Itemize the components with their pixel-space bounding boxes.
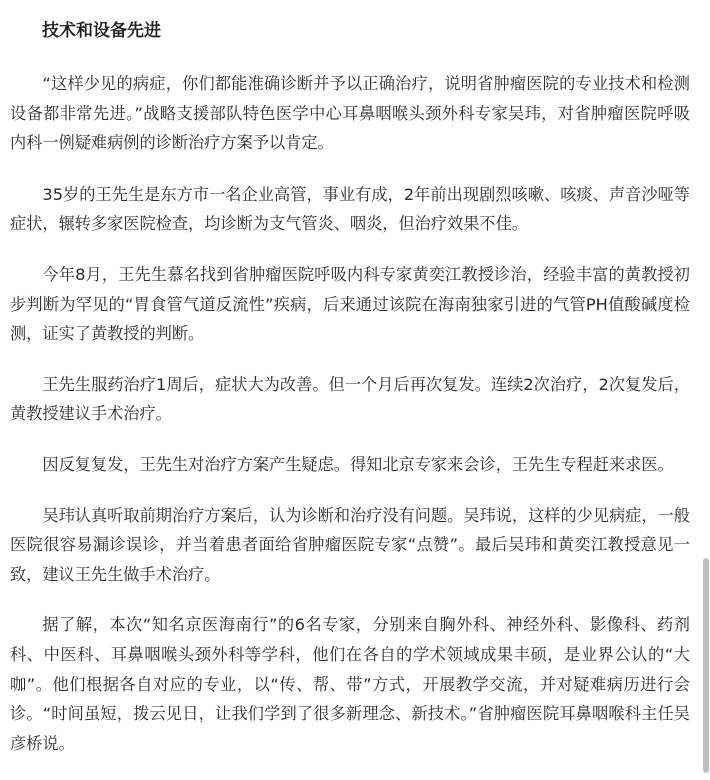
article-body	[10, 0, 690, 758]
section-heading: 技术和设备先进	[42, 21, 161, 41]
paragraph-expert-praise: “这样少见的病症，你们都能准确诊断并予以正确治疗，说明省肿瘤医院的专业技术和检测设备都非常先进。”战略支援部队特色医学中心耳鼻咽喉头颈外科专家吴玮，对省肿瘤医院呼吸内科一例疑难病例的诊断治疗方案予以肯定。	[10, 74, 690, 153]
vertical-scrollbar[interactable]	[702, 0, 710, 780]
paragraph-treatment-relapse: 王先生服药治疗1周后，症状大为改善。但一个月后再次复发。连续2次治疗，2次复发后，黄教授建议手术治疗。	[10, 374, 690, 424]
scrollbar-thumb[interactable]	[703, 558, 709, 773]
paragraph-patient-background: 35岁的王先生是东方市一名企业高管，事业有成，2年前出现剧烈咳嗽、咳痰、声音沙哑等症状，辗转多家医院检查，均诊断为支气管炎、咽炎，但治疗效果不佳。	[10, 184, 690, 234]
paragraph-expert-team: 据了解，本次“知名京医海南行”的6名专家，分别来自胸外科、神经外科、影像科、药剂科、中医科、耳鼻咽喉头颈外科等学科，他们在各自的学术领域成果丰硕，是业界公认的“大咖”。他们根据各自对应的专业，以“传、帮、带”方式，开展教学交流，并对疑难病历进行会诊。“时间虽短，拨云见日，让我们学到了很多新理念、新技术。”省肿瘤医院耳鼻咽喉科主任吴彦桥说。	[10, 615, 690, 753]
paragraph-consultation: 吴玮认真听取前期治疗方案后，认为诊断和治疗没有问题。吴玮说，这样的少见病症，一般医院很容易漏诊误诊，并当着患者面给省肿瘤医院专家“点赞”。最后吴玮和黄奕江教授意见一致，建议王先生做手术治疗。	[10, 505, 690, 584]
paragraph-diagnosis: 今年8月，王先生慕名找到省肿瘤医院呼吸内科专家黄奕江教授诊治，经验丰富的黄教授初步判断为罕见的“胃食管气道反流性”疾病，后来通过该院在海南独家引进的气管PH值酸碱度检测，证实了黄教授的判断。	[10, 264, 691, 344]
paragraph-patient-doubt: 因反复复发，王先生对治疗方案产生疑虑。得知北京专家来会诊，王先生专程赶来求医。	[42, 454, 674, 474]
